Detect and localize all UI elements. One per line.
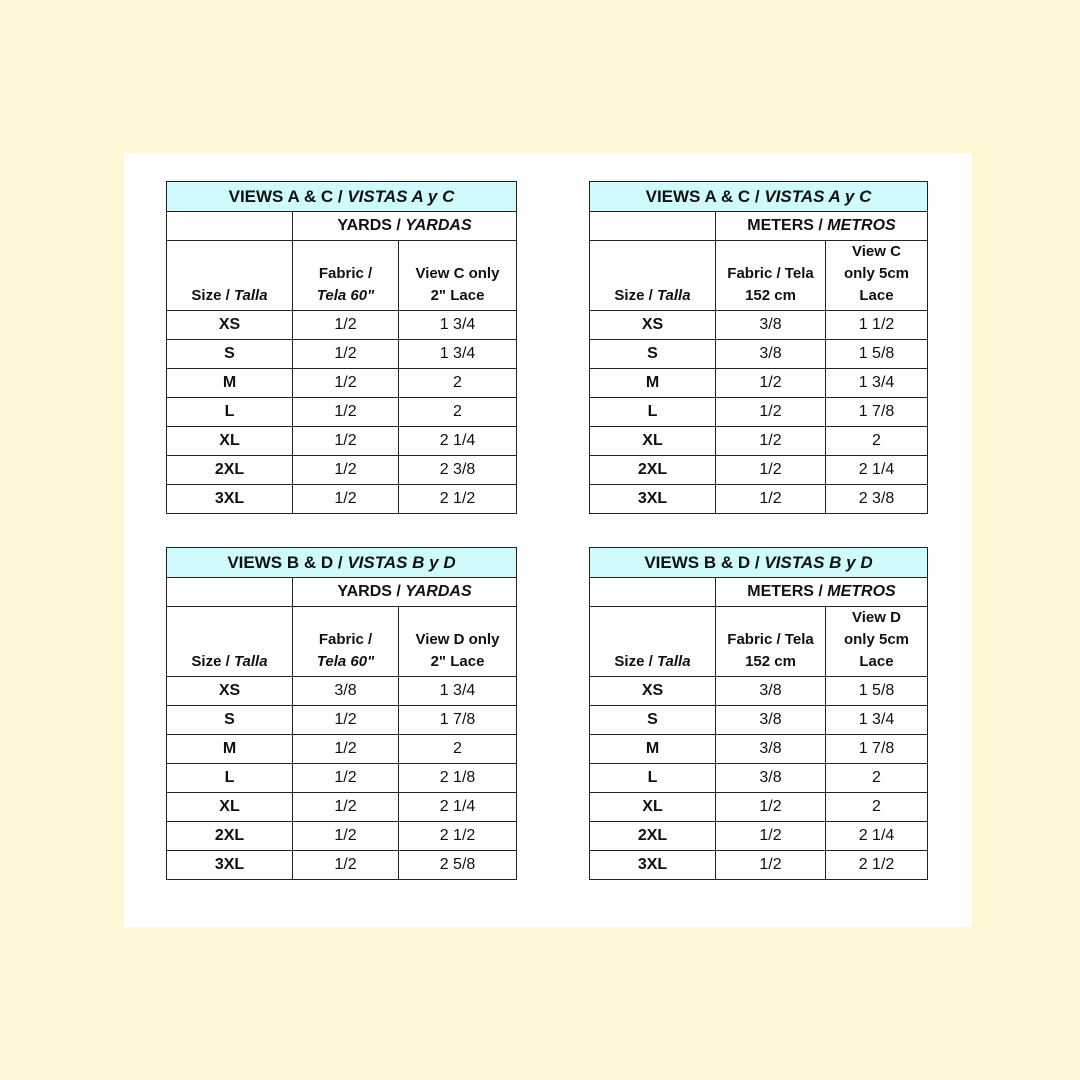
table-row <box>590 485 928 514</box>
table-title-row <box>167 548 517 578</box>
fabric-cell: 1/2 <box>293 735 399 764</box>
fabric-cell: 3/8 <box>716 311 826 340</box>
unit-row <box>590 212 928 241</box>
lace-cell: 2 <box>826 793 928 822</box>
table-row <box>590 706 928 735</box>
fabric-cell: 1/2 <box>716 456 826 485</box>
fabric-cell: 1/2 <box>716 822 826 851</box>
fabric-cell: 1/2 <box>716 485 826 514</box>
size-column-header: Size / Talla <box>167 241 293 311</box>
lace-cell: 2 1/4 <box>826 822 928 851</box>
lace-column-header: View C only 2" Lace <box>399 241 517 311</box>
fabric-cell: 3/8 <box>293 677 399 706</box>
table-row <box>590 822 928 851</box>
lace-cell: 1 1/2 <box>826 311 928 340</box>
size-cell: M <box>590 735 716 764</box>
table-row <box>590 851 928 880</box>
fabric-column-header: Fabric / Tela 152 cm <box>716 241 826 311</box>
size-cell: 2XL <box>167 456 293 485</box>
size-cell: L <box>590 764 716 793</box>
lace-cell: 2 <box>826 764 928 793</box>
table-row <box>590 398 928 427</box>
table-row <box>590 677 928 706</box>
lace-cell: 2 1/4 <box>826 456 928 485</box>
fabric-cell: 3/8 <box>716 706 826 735</box>
fabric-column-header: Fabric / Tela 60" <box>293 607 399 677</box>
fabric-cell: 1/2 <box>293 311 399 340</box>
fabric-cell: 1/2 <box>716 793 826 822</box>
size-cell: XL <box>590 427 716 456</box>
size-cell: L <box>590 398 716 427</box>
lace-cell: 1 7/8 <box>826 398 928 427</box>
lace-cell: 2 <box>399 369 517 398</box>
size-cell: XS <box>167 677 293 706</box>
lace-cell: 2 3/8 <box>826 485 928 514</box>
table-row <box>590 456 928 485</box>
fabric-cell: 1/2 <box>293 398 399 427</box>
lace-cell: 2 1/8 <box>399 764 517 793</box>
table-row <box>167 485 517 514</box>
size-cell: 3XL <box>167 851 293 880</box>
lace-column-header: View D only 2" Lace <box>399 607 517 677</box>
column-header-row <box>167 241 517 311</box>
table-row <box>590 369 928 398</box>
size-cell: XL <box>167 793 293 822</box>
yardage-table-a-c-yards <box>166 181 517 514</box>
size-column-header: Size / Talla <box>167 607 293 677</box>
column-header-row <box>590 607 928 677</box>
size-cell: 2XL <box>167 822 293 851</box>
fabric-cell: 1/2 <box>293 822 399 851</box>
lace-cell: 2 1/4 <box>399 793 517 822</box>
yardage-table-a-c-meters <box>589 181 928 514</box>
fabric-cell: 1/2 <box>293 851 399 880</box>
fabric-cell: 1/2 <box>293 340 399 369</box>
fabric-cell: 3/8 <box>716 340 826 369</box>
lace-cell: 2 1/4 <box>399 427 517 456</box>
size-cell: S <box>590 340 716 369</box>
fabric-cell: 1/2 <box>716 851 826 880</box>
size-cell: M <box>590 369 716 398</box>
fabric-cell: 1/2 <box>716 369 826 398</box>
lace-cell: 1 3/4 <box>399 677 517 706</box>
table-row <box>167 456 517 485</box>
table-row <box>167 427 517 456</box>
table-row <box>167 822 517 851</box>
table-row <box>167 735 517 764</box>
lace-cell: 2 <box>399 735 517 764</box>
lace-cell: 1 5/8 <box>826 340 928 369</box>
unit-row <box>167 578 517 607</box>
lace-cell: 1 3/4 <box>399 311 517 340</box>
table-row <box>590 764 928 793</box>
fabric-cell: 1/2 <box>293 369 399 398</box>
size-cell: XS <box>167 311 293 340</box>
table-title-row <box>590 182 928 212</box>
size-cell: XS <box>590 311 716 340</box>
table-title: VIEWS B & D / VISTAS B y D <box>590 548 928 578</box>
fabric-cell: 1/2 <box>293 793 399 822</box>
lace-cell: 1 3/4 <box>399 340 517 369</box>
lace-cell: 1 3/4 <box>826 706 928 735</box>
lace-cell: 1 7/8 <box>399 706 517 735</box>
lace-cell: 1 7/8 <box>826 735 928 764</box>
size-cell: XS <box>590 677 716 706</box>
unit-header: YARDS / YARDAS <box>293 578 517 607</box>
table-title-row <box>590 548 928 578</box>
size-column-header: Size / Talla <box>590 607 716 677</box>
unit-header: METERS / METROS <box>716 212 928 241</box>
size-cell: 3XL <box>167 485 293 514</box>
table-row <box>590 311 928 340</box>
fabric-column-header: Fabric / Tela 60" <box>293 241 399 311</box>
fabric-cell: 1/2 <box>293 485 399 514</box>
unit-header: YARDS / YARDAS <box>293 212 517 241</box>
fabric-column-header: Fabric / Tela 152 cm <box>716 607 826 677</box>
fabric-cell: 3/8 <box>716 735 826 764</box>
table-title: VIEWS A & C / VISTAS A y C <box>590 182 928 212</box>
table-title: VIEWS B & D / VISTAS B y D <box>167 548 517 578</box>
column-header-row <box>590 241 928 311</box>
table-row <box>167 311 517 340</box>
table-row <box>590 340 928 369</box>
fabric-cell: 1/2 <box>293 427 399 456</box>
size-cell: XL <box>167 427 293 456</box>
fabric-cell: 1/2 <box>293 706 399 735</box>
size-cell: 3XL <box>590 851 716 880</box>
lace-cell: 2 <box>826 427 928 456</box>
size-cell: M <box>167 369 293 398</box>
lace-cell: 1 3/4 <box>826 369 928 398</box>
fabric-cell: 3/8 <box>716 764 826 793</box>
table-row <box>167 851 517 880</box>
size-cell: M <box>167 735 293 764</box>
size-cell: S <box>590 706 716 735</box>
lace-cell: 2 5/8 <box>399 851 517 880</box>
size-column-header: Size / Talla <box>590 241 716 311</box>
lace-column-header: View C only 5cm Lace <box>826 241 928 311</box>
fabric-cell: 1/2 <box>293 764 399 793</box>
table-title-row <box>167 182 517 212</box>
table-row <box>590 427 928 456</box>
table-row <box>167 398 517 427</box>
fabric-cell: 1/2 <box>293 456 399 485</box>
size-cell: XL <box>590 793 716 822</box>
lace-cell: 2 1/2 <box>399 485 517 514</box>
unit-header: METERS / METROS <box>716 578 928 607</box>
table-row <box>590 735 928 764</box>
fabric-cell: 3/8 <box>716 677 826 706</box>
lace-cell: 2 <box>399 398 517 427</box>
unit-row <box>167 212 517 241</box>
size-cell: S <box>167 706 293 735</box>
lace-cell: 2 1/2 <box>826 851 928 880</box>
size-chart-card <box>124 153 972 927</box>
column-header-row <box>167 607 517 677</box>
size-cell: S <box>167 340 293 369</box>
table-row <box>167 340 517 369</box>
yardage-table-b-d-yards <box>166 547 517 880</box>
size-cell: L <box>167 764 293 793</box>
size-cell: L <box>167 398 293 427</box>
table-row <box>167 706 517 735</box>
table-row <box>167 677 517 706</box>
fabric-cell: 1/2 <box>716 427 826 456</box>
lace-cell: 2 1/2 <box>399 822 517 851</box>
size-cell: 2XL <box>590 456 716 485</box>
lace-column-header: View D only 5cm Lace <box>826 607 928 677</box>
yardage-table-b-d-meters <box>589 547 928 880</box>
table-title: VIEWS A & C / VISTAS A y C <box>167 182 517 212</box>
fabric-cell: 1/2 <box>716 398 826 427</box>
lace-cell: 2 3/8 <box>399 456 517 485</box>
table-row <box>167 793 517 822</box>
size-cell: 2XL <box>590 822 716 851</box>
size-cell: 3XL <box>590 485 716 514</box>
table-row <box>167 369 517 398</box>
table-row <box>590 793 928 822</box>
table-row <box>167 764 517 793</box>
unit-row <box>590 578 928 607</box>
lace-cell: 1 5/8 <box>826 677 928 706</box>
